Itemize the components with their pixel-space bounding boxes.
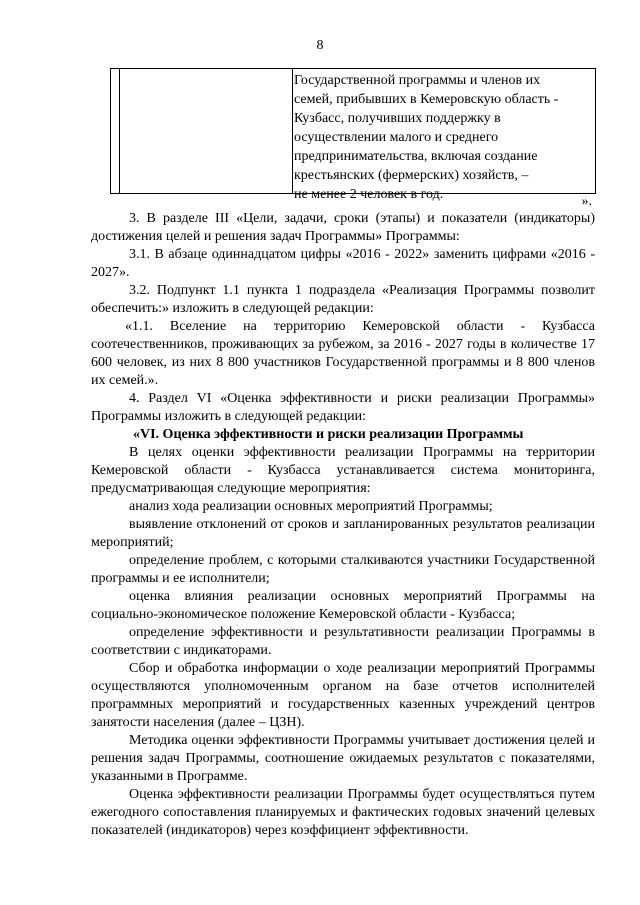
paragraph-3-1: 3.1. В абзаце одиннадцатом цифры «2016 - 2022» заменить цифрами «2016 - 2027». [91,247,595,280]
paragraph-assessment: Оценка эффективности реализации Программы будет осуществляться путем ежегодного сопоставления планируемых и фактических годовых значений целевых показателей (индикаторов) через коэффициент эффективности. [91,787,595,838]
paragraph-monitoring: В целях оценки эффективности реализации Программы на территории Кемеровской области - Кузбасса устанавливается система мониторинга, предусматривающая следующие мероприятия: [91,445,595,496]
table-line: семей, прибывших в Кемеровскую область - [294,92,559,107]
table-line: предпринимательства, включая создание [294,149,538,164]
section-heading: «VI. Оценка эффективности и риски реализации Программы [133,427,524,442]
paragraph-section-4: 4. Раздел VI «Оценка эффективности и риски реализации Программы» Программы изложить в следующей редакции: [91,391,595,424]
document-body [91,210,595,840]
page-number: 8 [316,38,324,53]
list-item-analysis: анализ хода реализации основных мероприятий Программы; [129,499,493,514]
table-line: осуществлении малого и среднего [294,130,499,145]
table-line: не менее 2 человек в год. [294,187,444,202]
table-line: Государственной программы и членов их [294,73,541,88]
list-item-efficiency: определение эффективности и результативности реализации Программы в соответствии с индикаторами. [91,625,595,658]
program-indicator-table [110,68,596,202]
paragraph-section-3: 3. В разделе III «Цели, задачи, сроки (этапы) и показатели (индикаторы) достижения целей и решения задач Программы» Программы: [91,211,595,244]
table-cell-value [294,71,591,204]
table-cell-number [111,69,120,193]
table-line: Кузбасс, получивших поддержку в [294,111,501,126]
paragraph-1-1-quote: «1.1. Вселение на территорию Кемеровской области - Кузбасса соотечественников, проживающих за рубежом, за 2016 - 2027 годы в количестве 17 600 человек, из них 8 800 участников Государственной программы и 8 800 членов их семей.». [91,319,595,388]
table-line: крестьянских (фермерских) хозяйств, – [294,168,529,183]
table-cell-name [120,69,293,193]
closing-quote: ». [581,194,592,209]
paragraph-collection: Сбор и обработка информации о ходе реализации мероприятий Программы осуществляются уполномоченным органом на базе отчетов исполнителей программных мероприятий и государственных казенных учреждений центров занятости населения (далее – ЦЗН). [91,661,595,730]
paragraph-3-2: 3.2. Подпункт 1.1 пункта 1 подраздела «Реализация Программы позволит обеспечить:» изложить в следующей редакции: [91,283,595,316]
paragraph-methodology: Методика оценки эффективности Программы учитывает достижения целей и решения задач Программы, соотношение ожидаемых результатов с показателями, указанными в Программе. [91,733,595,784]
list-item-deviation: выявление отклонений от сроков и запланированных результатов реализации мероприятий; [91,517,595,550]
list-item-problems: определение проблем, с которыми сталкиваются участники Государственной программы и ее исполнители; [91,553,595,586]
list-item-impact: оценка влияния реализации основных мероприятий Программы на социально-экономическое положение Кемеровской области - Кузбасса; [91,589,595,622]
